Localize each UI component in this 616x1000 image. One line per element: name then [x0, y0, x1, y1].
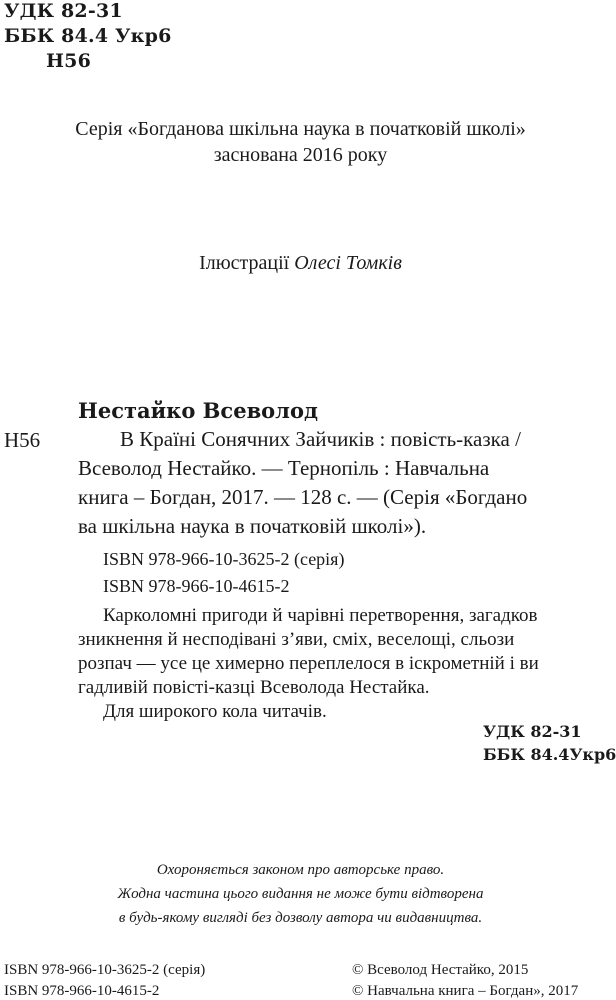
copyright-notice-line: Охороняється законом про авторське право.: [156, 862, 445, 878]
catalog-bbk: ББК 84.4Укр6: [483, 745, 616, 764]
illustrations-label: Ілюстрації: [199, 252, 290, 274]
author-mark: Н56: [46, 50, 91, 72]
annotation-line: зникнення й несподівані з’яви, сміх, веселощі, сльози: [78, 629, 515, 650]
audience-note: Для широкого кола читачів.: [103, 701, 327, 722]
annotation-line: Карколомні пригоди й чарівні перетворення, загадков: [103, 605, 538, 626]
annotation-line: розпач — усе це химерно переплелося в іскрометній і ви: [78, 653, 539, 674]
catalog-isbn-book: ISBN 978-966-10-4615-2: [103, 576, 290, 596]
udk-code: УДК 82-31: [4, 0, 123, 22]
catalog-description-line: ва шкільна наука в початковій школі»).: [78, 514, 427, 538]
catalog-description-line: В Країні Сонячних Зайчиків : повість-казка /: [120, 427, 521, 451]
copyright-notice-line: Жодна частина цього видання не може бути відтворена: [117, 886, 484, 902]
series-line-1: Серія «Богданова шкільна наука в початковій школі»: [75, 118, 526, 140]
footer-isbn-book: ISBN 978-966-10-4615-2: [4, 983, 160, 999]
bbk-code: ББК 84.4 Укр6: [4, 25, 172, 47]
footer-copyright-author: © Всеволод Нестайко, 2015: [352, 962, 529, 978]
footer-copyright-publisher: © Навчальна книга – Богдан», 2017: [352, 983, 579, 999]
annotation-line: гадливій повісті-казці Всеволода Нестайка.: [78, 677, 430, 698]
footer-isbn-series: ISBN 978-966-10-3625-2 (серія): [4, 962, 206, 978]
illustrations-credit: [0, 252, 601, 275]
catalog-udk: УДК 82-31: [483, 722, 582, 741]
catalog-author: Нестайко Всеволод: [78, 398, 318, 423]
catalog-isbn-series: ISBN 978-966-10-3625-2 (серія): [103, 549, 345, 569]
copyright-notice-line: в будь-якому вигляді без дозволу автора чи видавництва.: [118, 910, 483, 926]
catalog-description-line: книга – Богдан, 2017. — 128 с. — (Серія «Богдано: [78, 485, 528, 509]
catalog-description-line: Всеволод Нестайко. — Тернопіль : Навчальна: [78, 456, 490, 480]
illustrator-name: Олесі Томків: [294, 252, 402, 274]
catalog-mark: Н56: [4, 428, 41, 452]
series-line-2: заснована 2016 року: [213, 144, 388, 166]
